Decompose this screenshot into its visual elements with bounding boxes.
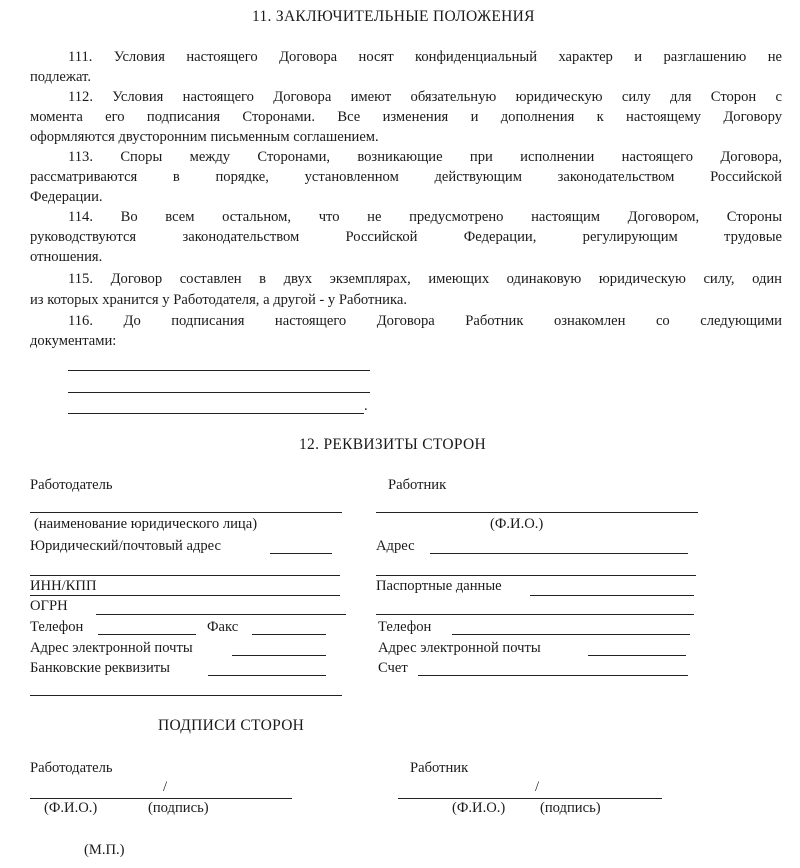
clause-114-line-2: руководствуются законодательством Российской Федерации, регулирующим трудовые [30,229,782,245]
employer-address-label: Юридический/почтовый адрес [30,538,221,554]
employee-phone-line [452,634,690,635]
sign-employee-slash: / [535,779,540,795]
employee-label: Работник [388,477,447,493]
section-12-title: 12. РЕКВИЗИТЫ СТОРОН [299,436,487,453]
employee-address-line [430,553,688,554]
clause-113-line-1: 113. Споры между Сторонами, возникающие при исполнении настоящего Договора, [68,149,782,165]
employer-ogrn-line [96,614,346,615]
clause-113-line-3: Федерации. [30,189,103,205]
employee-passport-line-2 [376,614,694,615]
employer-name-line [30,512,342,513]
clause-113-line-2: рассматриваются в порядке, установленном действующим законодательством Российской [30,169,782,185]
sign-employer-fio-hint: (Ф.И.О.) [44,800,98,816]
clause-111-line-1: 111. Условия настоящего Договора носят конфиденциальный характер и разглашению не [68,49,782,65]
sign-employee-sign-hint: (подпись) [540,800,601,816]
clause-114-line-3: отношения. [30,249,103,265]
employee-address-label: Адрес [376,538,415,554]
employer-email-line [232,655,326,656]
employee-email-label: Адрес электронной почты [378,640,541,656]
clause-112-line-1: 112. Условия настоящего Договора имеют обязательную юридическую силу для Сторон с [68,89,782,105]
clause-112-line-3: оформляются двусторонним письменным соглашением. [30,129,379,145]
clause-116-line-1: 116. До подписания настоящего Договора Работник ознакомлен со следующими [68,313,782,329]
document-blank-line-3 [68,413,364,414]
employer-fax-label: Факс [207,619,239,635]
clause-112-line-2: момента его подписания Сторонами. Все изменения и дополнения к настоящему Договору [30,109,782,125]
employer-inn-label: ИНН/КПП [30,578,97,594]
employee-name-line [376,512,698,513]
stamp-place: (М.П.) [84,842,125,858]
employee-name-hint: (Ф.И.О.) [490,516,544,532]
document-list-end-mark: . [364,398,368,414]
section-11-title: 11. ЗАКЛЮЧИТЕЛЬНЫЕ ПОЛОЖЕНИЯ [252,8,535,25]
sign-employer-line [30,798,292,799]
employer-email-label: Адрес электронной почты [30,640,193,656]
clause-111-line-2: подлежат. [30,69,91,85]
employer-phone-label: Телефон [30,619,84,635]
sign-employee-fio-hint: (Ф.И.О.) [452,800,506,816]
signatures-title: ПОДПИСИ СТОРОН [158,717,305,734]
employer-bank-label: Банковские реквизиты [30,660,170,676]
employee-email-line [588,655,686,656]
clause-115-line-1: 115. Договор составлен в двух экземплярах, имеющих одинаковую юридическую силу, один [68,271,782,287]
sign-employer-sign-hint: (подпись) [148,800,209,816]
employee-address-line-2 [376,575,696,576]
employer-bank-line-2 [30,695,342,696]
employee-account-label: Счет [378,660,408,676]
sign-employee-line [398,798,662,799]
clause-115-line-2: из которых хранится у Работодателя, а другой - у Работника. [30,292,407,308]
employer-bank-line [208,675,326,676]
clause-114-line-1: 114. Во всем остальном, что не предусмотрено настоящим Договором, Стороны [68,209,782,225]
employee-account-line [418,675,688,676]
employee-passport-label: Паспортные данные [376,578,502,594]
document-blank-line-2 [68,392,370,393]
employer-phone-line [98,634,196,635]
employer-inn-line [30,595,340,596]
employer-address-line [270,553,332,554]
employer-fax-line [252,634,326,635]
sign-employer-slash: / [163,779,168,795]
employer-label: Работодатель [30,477,113,493]
employer-ogrn-label: ОГРН [30,598,68,614]
employee-phone-label: Телефон [378,619,432,635]
employer-address-line-2 [30,575,340,576]
clause-116-line-2: документами: [30,333,117,349]
employer-name-hint: (наименование юридического лица) [34,516,258,532]
sign-employer-label: Работодатель [30,760,113,776]
sign-employee-label: Работник [410,760,469,776]
employee-passport-line [530,595,694,596]
document-blank-line-1 [68,370,370,371]
